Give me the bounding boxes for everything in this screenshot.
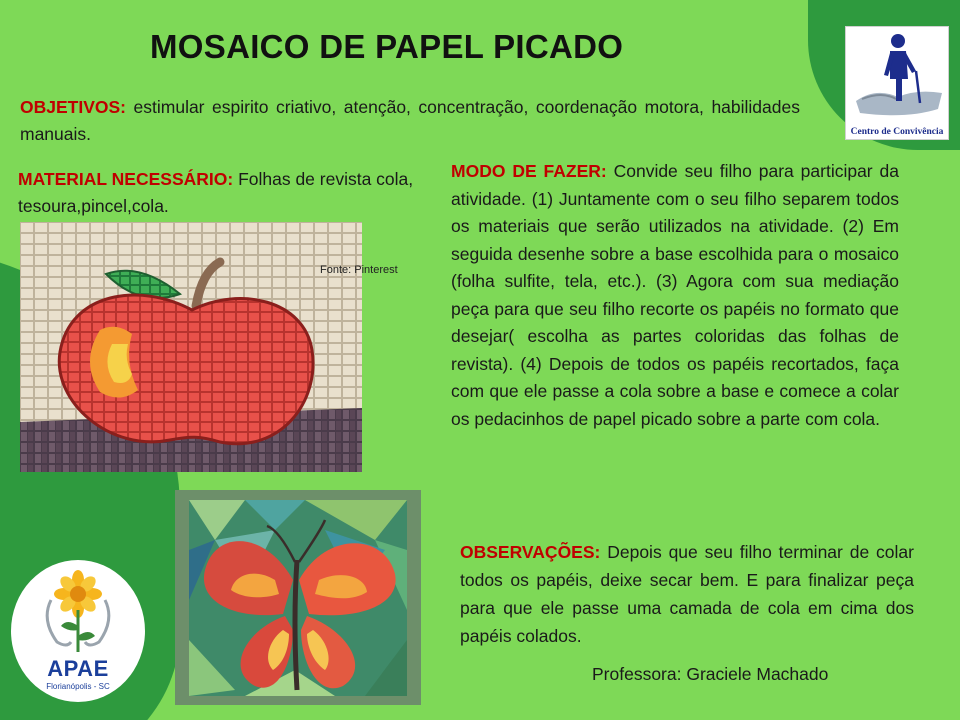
- observacoes-label: OBSERVAÇÕES:: [460, 542, 601, 562]
- butterfly-mosaic-illustration: [175, 490, 421, 705]
- material-paragraph: [18, 166, 428, 220]
- apple-mosaic-photo: [20, 222, 362, 472]
- elderly-person-hand-icon: [846, 27, 950, 127]
- butterfly-mosaic-photo: [175, 490, 421, 705]
- observacoes-paragraph: [460, 538, 914, 650]
- teacher-credit: Professora: Graciele Machado: [592, 664, 829, 684]
- apae-city: Florianópolis - SC: [46, 682, 110, 691]
- apae-name: APAE: [47, 656, 109, 681]
- objetivos-text: estimular espirito criativo, atenção, concentração, coordenação motora, habilidades manuais.: [20, 97, 800, 144]
- sunflower-hands-icon: [11, 560, 145, 656]
- apple-mosaic-illustration: [20, 222, 362, 472]
- slide-title: MOSAICO DE PAPEL PICADO: [150, 28, 624, 65]
- apae-logo: [11, 560, 145, 702]
- observacoes-text: Depois que seu filho terminar de colar todos os papéis, deixe secar bem. E para finalizar peça para que ele passe uma camada de cola em cima dos papéis colados.: [460, 542, 914, 646]
- centro-convivencia-label: Centro de Convivência: [850, 127, 944, 137]
- modo-text: Convide seu filho para participar da atividade. (1) Juntamente com o seu filho separem todos os materiais que serão utilizados na atividade. (2) Em seguida desenhe sobre a base escolhida para o mosaico (folha sulfite, tela, etc.). (3) Agora com sua mediação peça para que seu filho recorte os papéis no formato que desejar( escolha as partes coloridas das folhas de revista). (4) Depois de todos os papéis recortados, faça com que ele passe a cola sobre a base e comece a colar os pedacinhos de papel picado sobre a parte com cola.: [451, 161, 899, 429]
- material-label: MATERIAL NECESSÁRIO:: [18, 169, 234, 189]
- centro-convivencia-logo: [845, 26, 949, 140]
- image-source-caption: Fonte: Pinterest: [320, 264, 398, 276]
- objetivos-paragraph: [20, 94, 800, 148]
- objetivos-label: OBJETIVOS:: [20, 97, 126, 117]
- modo-de-fazer-paragraph: [451, 158, 899, 433]
- modo-label: MODO DE FAZER:: [451, 161, 607, 181]
- material-text: Folhas de revista cola, tesoura,pincel,cola.: [18, 169, 414, 216]
